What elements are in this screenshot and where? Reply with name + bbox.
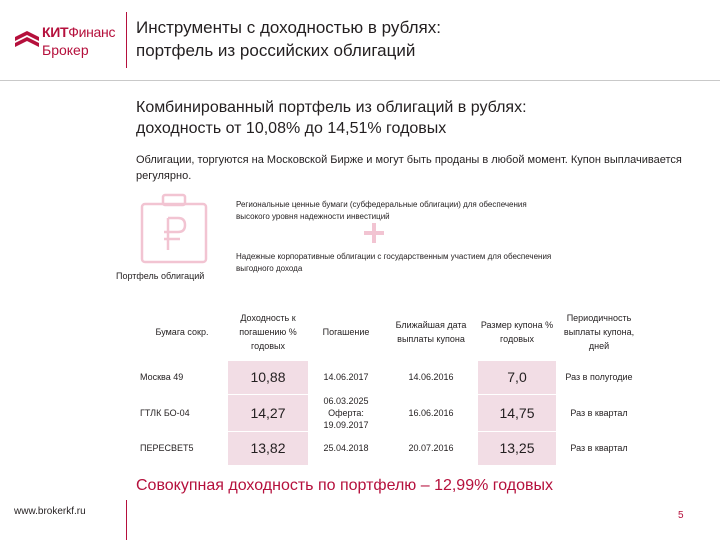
table-row xyxy=(136,360,642,394)
cell-yield: 14,27 xyxy=(228,394,308,431)
cell-maturity: 14.06.2017 xyxy=(308,360,384,394)
cell-frequency: Раз в квартал xyxy=(556,394,642,431)
logo-mark-icon xyxy=(14,28,40,54)
cell-yield: 13,82 xyxy=(228,431,308,465)
header-rule xyxy=(0,80,720,81)
logo-brand-thin: Финанс xyxy=(68,24,116,40)
cell-maturity: 06.03.2025 Оферта: 19.09.2017 xyxy=(308,394,384,431)
table-header-row xyxy=(136,304,642,360)
logo-brand-line1 xyxy=(42,24,115,40)
page-title-line2: портфель из российских облигаций xyxy=(136,41,416,60)
cell-security: ПЕРЕСВЕТ5 xyxy=(136,431,228,465)
cell-coupon-rate: 7,0 xyxy=(478,360,556,394)
cell-coupon-rate: 13,25 xyxy=(478,431,556,465)
cell-next-coupon: 16.06.2016 xyxy=(384,394,478,431)
portfolio-note-regional: Региональные ценные бумаги (субфедеральные облигации) для обеспечения высокого уровня надежности инвестиций xyxy=(236,200,527,221)
col-header-security: Бумага сокр. xyxy=(155,326,209,337)
page-title-line1: Инструменты с доходностью в рублях: xyxy=(136,18,441,37)
col-header-frequency: Периодичность выплаты купона, дней xyxy=(563,312,635,351)
portfolio-note-corporate: Надежные корпоративные облигации с государственным участием для обеспечения выгодного дохода xyxy=(236,252,552,273)
cell-frequency: Раз в полугодие xyxy=(556,360,642,394)
logo-brand-bold: КИТ xyxy=(42,24,69,40)
headline-line2 xyxy=(136,118,696,139)
cell-security: Москва 49 xyxy=(136,360,228,394)
col-header-yield: Доходность к погашению % годовых xyxy=(239,312,297,351)
table-row xyxy=(136,431,642,465)
cell-maturity: 25.04.2018 xyxy=(308,431,384,465)
headline-line1: Комбинированный портфель из облигаций в рублях: xyxy=(136,99,527,116)
headline-prefix: доходность xyxy=(136,120,226,137)
col-header-maturity: Погашение xyxy=(322,326,370,337)
footer-divider xyxy=(126,500,127,540)
logo-brand-line2: Брокер xyxy=(42,42,89,58)
bonds-table xyxy=(136,304,642,465)
cell-frequency: Раз в квартал xyxy=(556,431,642,465)
cell-yield: 10,88 xyxy=(228,360,308,394)
description: Облигации, торгуются на Московской Бирже и могут быть проданы в любой момент. Купон выплачивается регулярно. xyxy=(136,154,682,182)
headline-yield-range: от 10,08% до 14,51% годовых xyxy=(225,120,447,137)
table-row xyxy=(136,394,642,431)
cell-security: ГТЛК БО-04 xyxy=(136,394,228,431)
footer-url-link[interactable]: www.brokerkf.ru xyxy=(14,506,86,517)
header-divider xyxy=(126,12,127,68)
total-yield: Совокупная доходность по портфелю – 12,99% годовых xyxy=(136,477,554,494)
cell-coupon-rate: 14,75 xyxy=(478,394,556,431)
col-header-coupon-rate: Размер купона % годовых xyxy=(480,319,554,344)
ruble-briefcase-icon xyxy=(138,192,210,266)
portfolio-label: Портфель облигаций xyxy=(116,271,205,281)
cell-next-coupon: 20.07.2016 xyxy=(384,431,478,465)
page-title xyxy=(136,16,441,62)
headline xyxy=(136,97,696,139)
page-number: 5 xyxy=(678,510,684,521)
plus-icon xyxy=(362,221,386,245)
header xyxy=(0,0,720,78)
cell-next-coupon: 14.06.2016 xyxy=(384,360,478,394)
logo[interactable] xyxy=(14,18,124,62)
col-header-next-coupon: Ближайшая дата выплаты купона xyxy=(395,319,467,344)
